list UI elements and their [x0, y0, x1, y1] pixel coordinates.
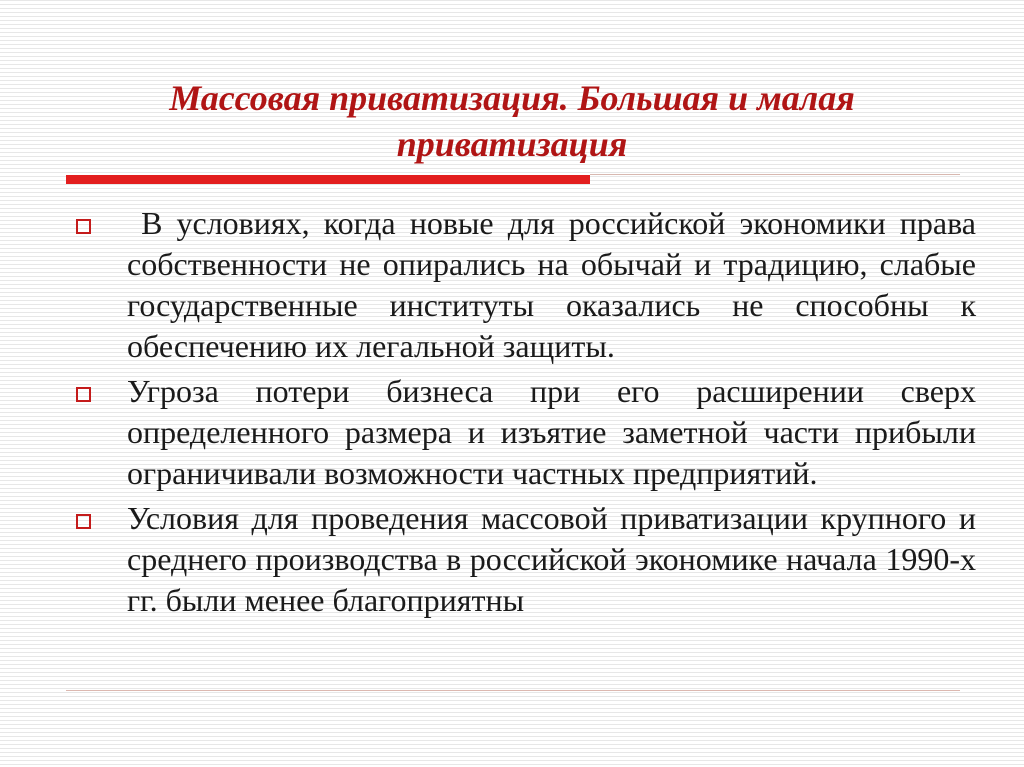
bullet-item-3 [76, 498, 976, 621]
slide-title [60, 75, 964, 167]
title-underline-accent [66, 175, 590, 184]
bullet-list [76, 203, 985, 625]
bullet-text-2: Угроза потери бизнеса при его расширении сверх определенного размера и изъятие заметной части прибыли ограничивали возможности частных предприятий. [127, 373, 976, 491]
bullet-text-3: Условия для проведения массовой приватизации крупного и среднего производства в российской экономике начала 1990-х гг. были менее благоприятны [127, 500, 976, 618]
slide-title-line-2: приватизация [396, 124, 628, 164]
slide-title-line-1: Массовая приватизация. Большая и малая [169, 78, 855, 118]
bullet-item-1 [76, 203, 985, 367]
title-underline-thin [590, 174, 960, 175]
bullet-item-2 [76, 371, 976, 494]
hollow-square-bullet-icon [76, 387, 91, 402]
footer-divider [66, 690, 960, 691]
bullet-text-1: В условиях, когда новые для российской экономики права собственности не опирались на обычай и традицию, слабые государственные институты оказались не способны к обеспечению их легальной защиты. [127, 205, 985, 364]
hollow-square-bullet-icon [76, 219, 91, 234]
hollow-square-bullet-icon [76, 514, 91, 529]
